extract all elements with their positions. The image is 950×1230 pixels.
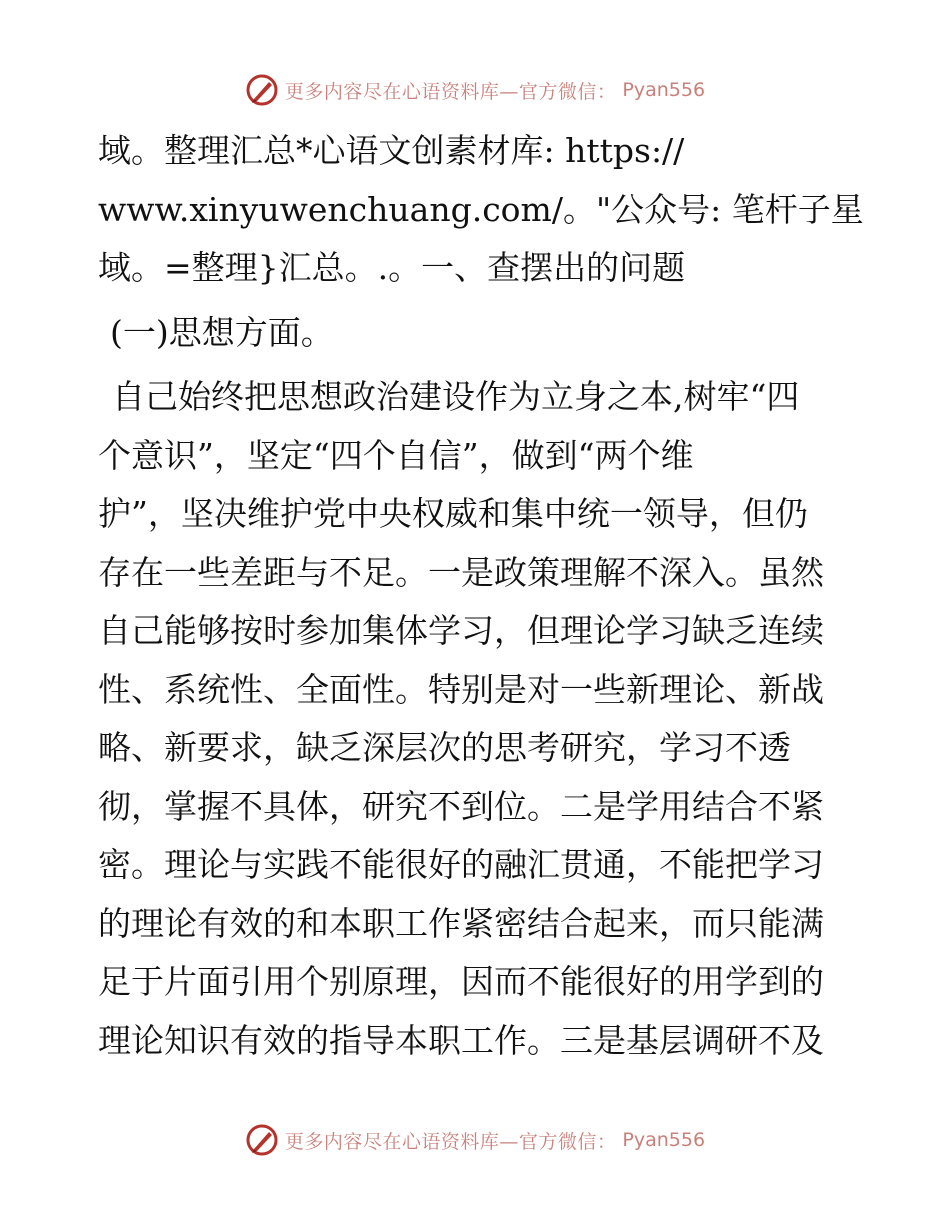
body-line: www.xinyuwenchuang.com/。"公众号: 笔杆子星 [98, 189, 864, 229]
banner-wechat-id: Pyan556 [622, 1129, 706, 1151]
pen-logo-icon [245, 73, 279, 107]
body-line: 略、新要求，缺乏深层次的思考研究，学习不透 [98, 728, 791, 767]
body-line: 的理论有效的和本职工作紧密结合起来，而只能满 [98, 903, 824, 943]
body-line: 理论知识有效的指导本职工作。三是基层调研不及 [98, 1020, 824, 1060]
body-line: 密。理论与实践不能很好的融汇贯通，不能把学习 [98, 845, 824, 884]
body-line: 自己能够按时参加集体学习，但理论学习缺乏连续 [98, 611, 824, 650]
pen-logo-icon [245, 1123, 279, 1157]
section-heading: (一)思想方面。 [110, 312, 334, 352]
body-line: 自己始终把思想政治建设作为立身之本,树牢“四 [112, 377, 800, 416]
body-line: 域。=整理}汇总。.。一、查摆出的问题 [98, 248, 686, 287]
body-line: 个意识”，坚定“四个自信”，做到“两个维 [98, 435, 694, 475]
body-line: 足于片面引用个别原理，因而不能很好的用学到的 [98, 962, 824, 1001]
document-body [98, 122, 864, 1070]
banner-wechat-id: Pyan556 [622, 79, 706, 101]
header-banner [0, 70, 950, 110]
body-line: 护”，坚决维护党中央权威和集中统一领导，但仍 [98, 494, 808, 533]
body-line: 存在一些差距与不足。一是政策理解不深入。虽然 [98, 552, 824, 592]
banner-text: 更多内容尽在心语资料库—官方微信： [284, 1130, 617, 1153]
footer-banner [0, 1120, 950, 1160]
banner-text: 更多内容尽在心语资料库—官方微信： [284, 80, 617, 103]
body-line: 域。整理汇总*心语文创素材库: https:// [98, 131, 685, 170]
body-line: 性、系统性、全面性。特别是对一些新理论、新战 [98, 669, 824, 709]
body-line: 彻，掌握不具体，研究不到位。二是学用结合不紧 [98, 786, 824, 826]
